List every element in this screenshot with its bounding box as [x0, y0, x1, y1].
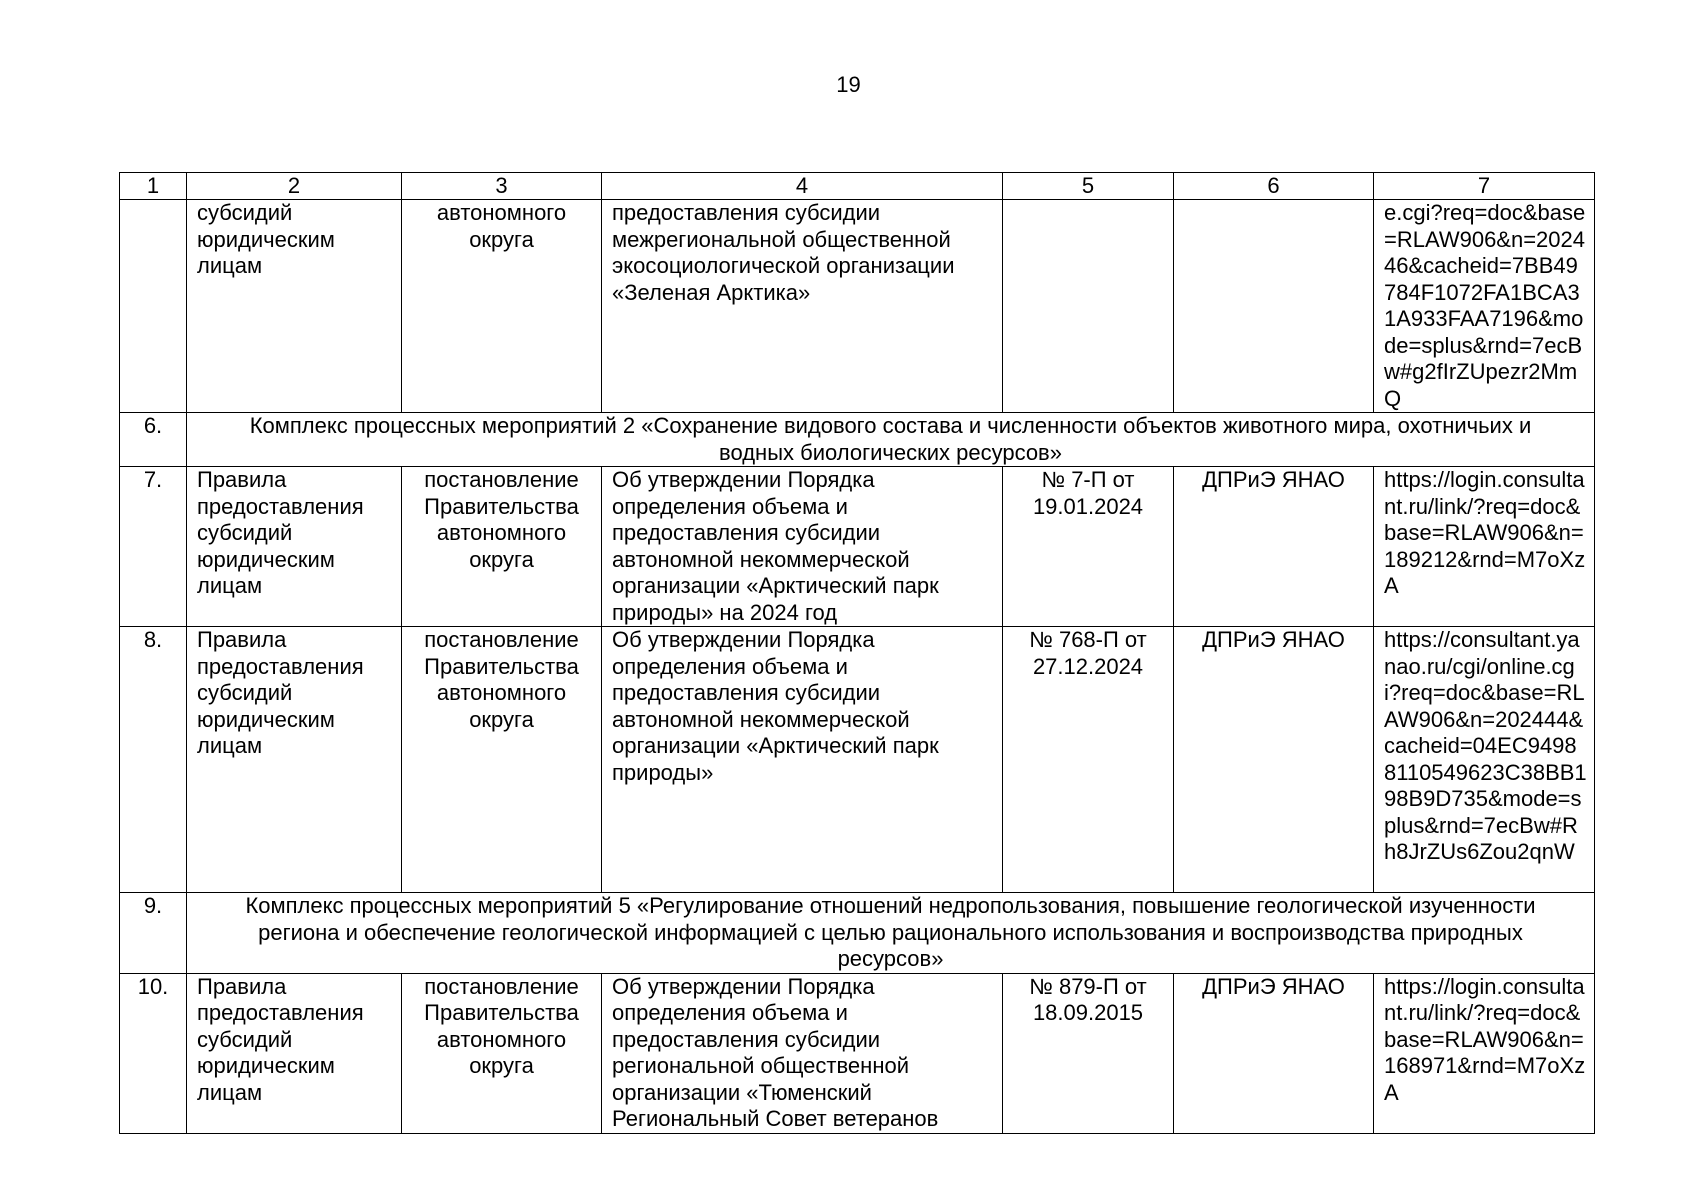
page-number: 19: [836, 72, 861, 97]
act-title-cell: Об утверждении Порядка определения объема и предоставления субсидии автономной некоммерческой организации «Арктический парк природы» на 2024 год: [602, 467, 1003, 627]
act-type-cell: постановление Правительства автономного округа: [402, 467, 602, 627]
link-cell[interactable]: https://consultant.yanao.ru/cgi/online.cgi?req=doc&base=RLAW906&n=202444&cacheid=04EC94988110549623C38BB198B9D735&mode=splus&rnd=7ecBw#Rh8JrZUs6Zou2qnW: [1374, 627, 1595, 893]
responsible-cell: ДПРиЭ ЯНАО: [1174, 627, 1374, 893]
column-header: 3: [402, 173, 602, 200]
act-type-cell: постановление Правительства автономного округа: [402, 627, 602, 893]
act-title-cell: Об утверждении Порядка определения объема и предоставления субсидии региональной общественной организации «Тюменский Региональный Совет ветеранов: [602, 973, 1003, 1133]
document-type-cell: субсидий юридическим лицам: [187, 200, 402, 413]
column-header: 6: [1174, 173, 1374, 200]
link-cell[interactable]: https://login.consultant.ru/link/?req=doc&base=RLAW906&n=168971&rnd=M7oXzA: [1374, 973, 1595, 1133]
table-row: [120, 467, 1595, 627]
table-row: [120, 200, 1595, 413]
row-number: [120, 200, 187, 413]
section-row: [120, 893, 1595, 974]
row-number: 10.: [120, 973, 187, 1133]
act-number-cell: № 7-П от 19.01.2024: [1003, 467, 1174, 627]
column-header: 7: [1374, 173, 1595, 200]
act-number-cell: № 768-П от 27.12.2024: [1003, 627, 1174, 893]
row-number: 6.: [120, 413, 187, 467]
column-header: 1: [120, 173, 187, 200]
act-number-cell: № 879-П от 18.09.2015: [1003, 973, 1174, 1133]
column-header: 2: [187, 173, 402, 200]
section-title: Комплекс процессных мероприятий 5 «Регулирование отношений недропользования, повышение геологической изученности региона и обеспечение геологической информацией с целью рационального использования и воспроизводства природных ресурсов»: [187, 893, 1595, 974]
column-header: 5: [1003, 173, 1174, 200]
responsible-cell: [1174, 200, 1374, 413]
table-row: [120, 973, 1595, 1133]
column-header: 4: [602, 173, 1003, 200]
table-header-row: [120, 173, 1595, 200]
row-number: 9.: [120, 893, 187, 974]
link-cell[interactable]: https://login.consultant.ru/link/?req=doc&base=RLAW906&n=189212&rnd=M7oXzA: [1374, 467, 1595, 627]
link-cell[interactable]: e.cgi?req=doc&base=RLAW906&n=202446&cacheid=7BB49784F1072FA1BCA31A933FAA7196&mode=splus&rnd=7ecBw#g2fIrZUpezr2MmQ: [1374, 200, 1595, 413]
act-type-cell: автономного округа: [402, 200, 602, 413]
section-row: [120, 413, 1595, 467]
act-title-cell: Об утверждении Порядка определения объема и предоставления субсидии автономной некоммерческой организации «Арктический парк природы»: [602, 627, 1003, 893]
responsible-cell: ДПРиЭ ЯНАО: [1174, 467, 1374, 627]
act-number-cell: [1003, 200, 1174, 413]
act-title-cell: предоставления субсидии межрегиональной общественной экосоциологической организации «Зеленая Арктика»: [602, 200, 1003, 413]
act-type-cell: постановление Правительства автономного округа: [402, 973, 602, 1133]
row-number: 7.: [120, 467, 187, 627]
section-title: Комплекс процессных мероприятий 2 «Сохранение видового состава и численности объектов животного мира, охотничьих и водных биологических ресурсов»: [187, 413, 1595, 467]
table-row: [120, 627, 1595, 893]
document-type-cell: Правила предоставления субсидий юридическим лицам: [187, 973, 402, 1133]
document-type-cell: Правила предоставления субсидий юридическим лицам: [187, 627, 402, 893]
document-type-cell: Правила предоставления субсидий юридическим лицам: [187, 467, 402, 627]
document-table: [119, 172, 1595, 1134]
responsible-cell: ДПРиЭ ЯНАО: [1174, 973, 1374, 1133]
row-number: 8.: [120, 627, 187, 893]
